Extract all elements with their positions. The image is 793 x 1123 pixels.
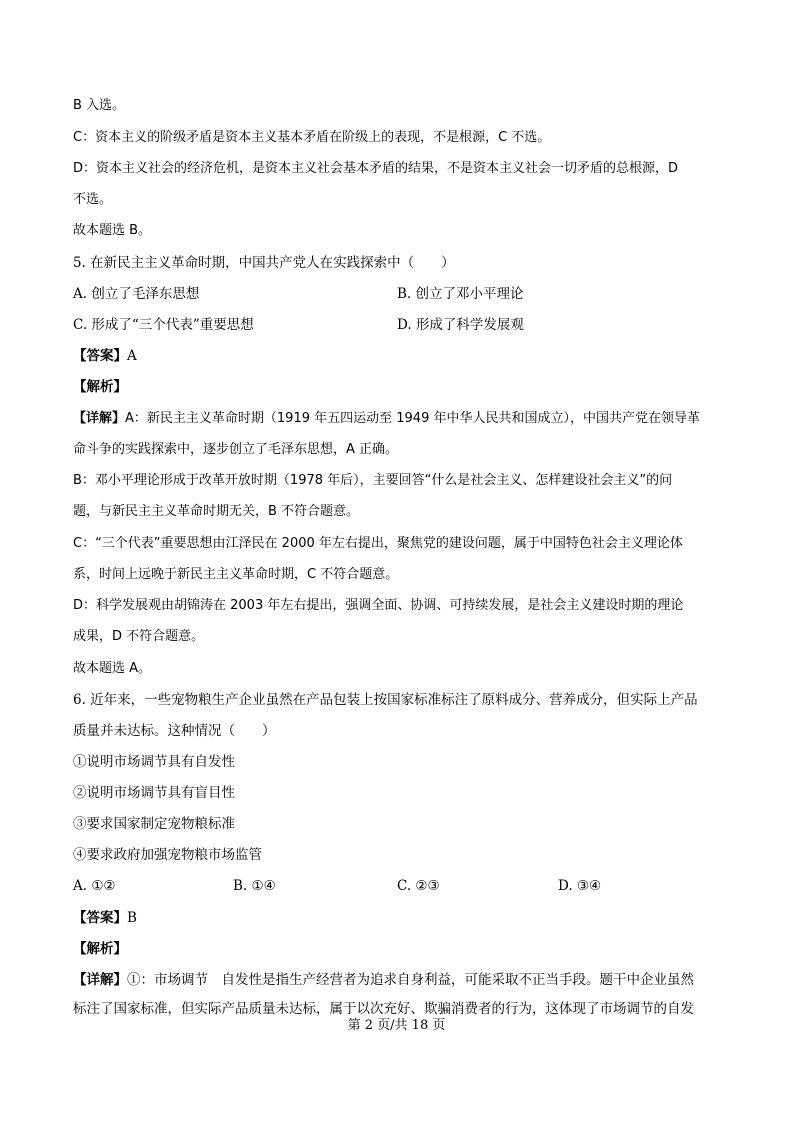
q5-detail-c-line1: C：“三个代表”重要思想由江泽民在 2000 年左右提出，聚焦党的建设问题，属于中国特色社会主义理论体 [73, 536, 683, 551]
q6-answer-value: B [127, 910, 137, 926]
prev-analysis-d-line1: D：资本主义社会的经济危机，是资本主义社会基本矛盾的结果，不是资本主义社会一切矛盾的总根源，D [73, 161, 679, 176]
q6-item-4: ④要求政府加强宠物粮市场监管 [73, 847, 262, 863]
q5-detail-b-line1: B：邓小平理论形成于改革开放时期（1978 年后），主要回答“什么是社会主义、怎样建设社会主义”的问 [73, 473, 673, 488]
q5-option-d: D. 形成了科学发展观 [397, 317, 524, 333]
q5-analysis-tag [73, 378, 733, 396]
q5-detail-a-line1 [73, 410, 733, 428]
q6-option-b: B. ①④ [233, 878, 276, 894]
q6-analysis-label: 【解析】 [73, 941, 127, 957]
q6-option-c: C. ②③ [397, 878, 440, 894]
prev-analysis-c: C：资本主义的阶级矛盾是资本主义基本矛盾在阶级上的表现，不是根源，C 不选。 [73, 130, 551, 145]
q5-detail-b-line2: 题，与新民主主义革命时期无关，B 不符合题意。 [73, 504, 360, 519]
page-number-footer: 第 2 页/共 18 页 [347, 1018, 446, 1033]
q6-detail-line2: 标注了国家标准，但实际产品质量未达标，属于以次充好、欺骗消费者的行为，这体现了市场调节的自发 [73, 1001, 694, 1017]
q5-stem: 5. 在新民主主义革命时期，中国共产党人在实践探索中（ ） [73, 255, 455, 271]
q5-detail-a-line2: 命斗争的实践探索中，逐步创立了毛泽东思想，A 正确。 [73, 442, 399, 457]
q6-detail-text1: ①：市场调节 自发性是指生产经营者为追求自身利益，可能采取不正当手段。题干中企业虽然 [127, 972, 694, 988]
q6-option-a: A. ①② [73, 878, 116, 894]
q6-analysis-tag [73, 940, 733, 958]
q6-item-2: ②说明市场调节具有盲目性 [73, 785, 235, 801]
q5-detail-tag: 【详解】 [73, 411, 126, 426]
q5-analysis-label: 【解析】 [73, 379, 127, 395]
q6-answer [73, 909, 733, 927]
q5-detail-c-line2: 系，时间上远晚于新民主主义革命时期，C 不符合题意。 [73, 567, 399, 582]
q5-detail-d-line2: 成果，D 不符合题意。 [73, 629, 205, 644]
prev-analysis-d-line2: 不选。 [73, 192, 113, 207]
q6-stem-line1: 6. 近年来，一些宠物粮生产企业虽然在产品包装上按国家标准标注了原料成分、营养成分，但实际上产品 [73, 692, 698, 708]
prev-analysis-conclusion: 故本题选 B。 [73, 223, 152, 238]
q6-option-d: D. ③④ [558, 878, 602, 894]
q6-detail-tag: 【详解】 [73, 972, 127, 988]
q6-item-1: ①说明市场调节具有自发性 [73, 754, 235, 770]
q5-answer-value: A [127, 348, 137, 364]
q5-option-c: C. 形成了“三个代表”重要思想 [73, 317, 254, 333]
q5-option-b: B. 创立了邓小平理论 [397, 286, 524, 302]
q6-answer-tag: 【答案】 [73, 910, 127, 926]
q5-answer-tag: 【答案】 [73, 348, 127, 364]
q6-detail-line1 [73, 971, 733, 989]
prev-analysis-b-tail: B 入选。 [73, 98, 126, 113]
q5-option-a: A. 创立了毛泽东思想 [73, 286, 200, 302]
q6-item-3: ③要求国家制定宠物粮标准 [73, 816, 235, 832]
q5-detail-a-text1: A：新民主主义革命时期（1919 年五四运动至 1949 年中华人民共和国成立），中国共产党在领导革 [125, 411, 700, 426]
q6-stem-line2: 质量并未达标。这种情况（ ） [73, 723, 276, 739]
q5-answer [73, 347, 733, 365]
q5-conclusion: 故本题选 A。 [73, 661, 152, 676]
q5-detail-d-line1: D：科学发展观由胡锦涛在 2003 年左右提出，强调全面、协调、可持续发展，是社会主义建设时期的理论 [73, 598, 684, 613]
